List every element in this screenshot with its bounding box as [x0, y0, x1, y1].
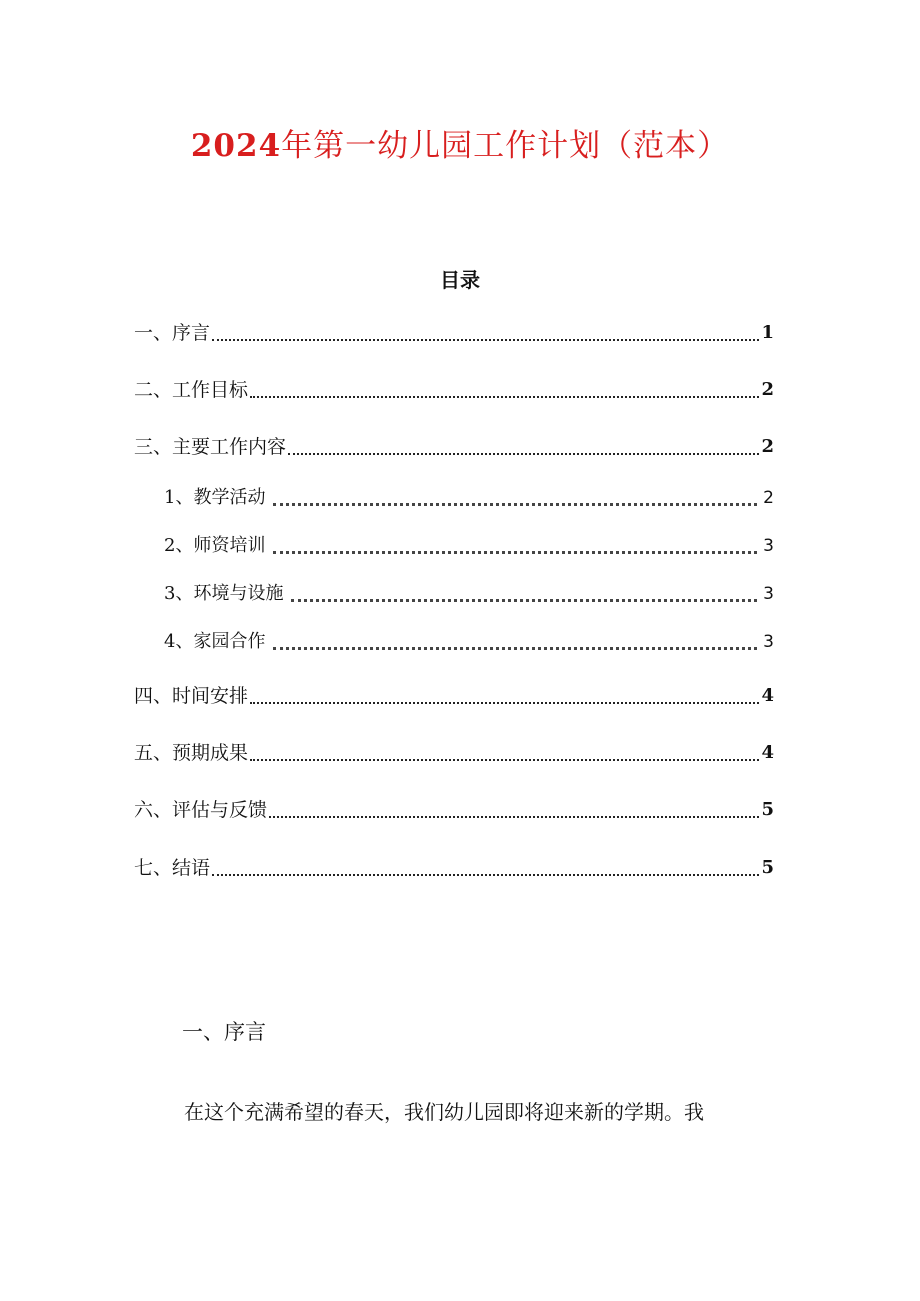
toc-leader-dots	[212, 874, 759, 876]
title-text: 年第一幼儿园工作计划（范本）	[281, 128, 730, 164]
body-paragraph: 在这个充满希望的春天，我们幼儿园即将迎来新的学期。我	[184, 1100, 704, 1124]
toc-entry-page: 3	[763, 536, 774, 556]
toc-entry-page: 4	[761, 685, 774, 706]
toc-entry-page: 5	[761, 857, 774, 878]
toc-entry-page: 2	[761, 379, 774, 400]
toc-entry-label: 1、教学活动	[164, 487, 266, 508]
toc-entry-page: 2	[761, 436, 774, 457]
toc-leader-dots	[269, 816, 759, 818]
toc-leader-dots	[250, 759, 759, 761]
toc-entry[interactable]	[134, 434, 774, 460]
toc-entry[interactable]	[134, 377, 774, 403]
toc-entry-label: 六、评估与反馈	[134, 799, 268, 821]
toc-entry[interactable]	[134, 320, 774, 346]
toc-entry-label: 四、时间安排	[134, 685, 249, 707]
toc-entry-label: 七、结语	[134, 857, 211, 879]
toc-subentry[interactable]	[164, 485, 774, 511]
toc-entry-page: 3	[763, 632, 774, 652]
toc-entry[interactable]	[134, 797, 774, 823]
toc-entry-label: 2、师资培训	[164, 535, 266, 556]
toc-entry-page: 3	[763, 584, 774, 604]
toc-leader-dots	[250, 396, 759, 398]
toc-entry[interactable]	[134, 683, 774, 709]
section-heading: 一、序言	[182, 1020, 266, 1044]
toc-entry-label: 三、主要工作内容	[134, 436, 287, 458]
toc-entry-label: 五、预期成果	[134, 742, 249, 764]
toc-leader-dots	[250, 702, 759, 704]
toc-entry-label: 一、序言	[134, 322, 211, 344]
toc-entry-page: 5	[761, 799, 774, 820]
toc-entry-page: 4	[761, 742, 774, 763]
toc-leader-dots	[273, 551, 757, 554]
toc-leader-dots	[288, 453, 759, 455]
toc-subentry[interactable]	[164, 581, 774, 607]
toc-entry[interactable]	[134, 740, 774, 766]
toc-leader-dots	[291, 599, 757, 602]
toc-entry-label: 3、环境与设施	[164, 583, 284, 604]
toc-entry-page: 1	[761, 322, 774, 343]
document-title	[0, 120, 920, 165]
toc-leader-dots	[273, 647, 757, 650]
toc-entry-page: 2	[763, 488, 774, 508]
title-year: 2024	[190, 128, 282, 164]
toc-entry[interactable]	[134, 855, 774, 881]
toc-subentry[interactable]	[164, 629, 774, 655]
toc-subentry[interactable]	[164, 533, 774, 559]
toc-entry-label: 4、家园合作	[164, 631, 266, 652]
toc-leader-dots	[212, 339, 759, 341]
toc-entry-label: 二、工作目标	[134, 379, 249, 401]
toc-heading: 目录	[440, 268, 480, 292]
toc-leader-dots	[273, 503, 757, 506]
